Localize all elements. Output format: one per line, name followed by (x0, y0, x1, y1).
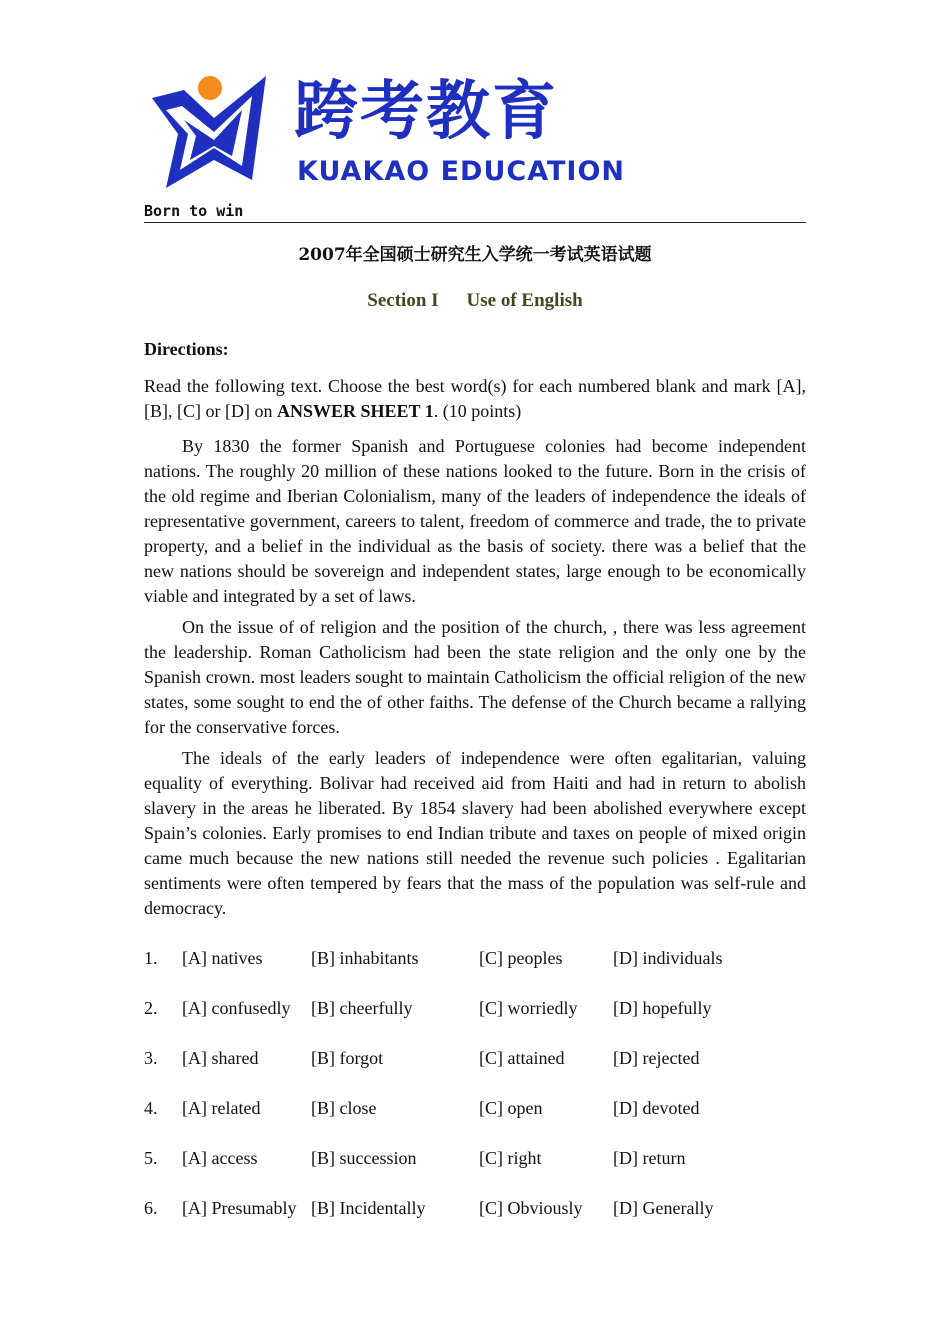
option-b: [B] Incidentally (311, 1198, 426, 1218)
option-b: [B] forgot (311, 1048, 384, 1068)
passage-paragraph: By 1830 the former Spanish and Portuguese colonies had become independent nations. The roughly 20 million of these nations looked to the future. Born in the crisis of the old regime and Iberian Colonialism, many of the leaders of independence the ideals of representative government, careers to talent, freedom of commerce and trade, the to private property, and a belief in the individual as the basis of society. there was a belief that the new nations should be sovereign and independent states, large enough to be economically viable and integrated by a set of laws. (144, 436, 806, 606)
option-b: [B] cheerfully (311, 998, 413, 1018)
option-a: [A] access (182, 1148, 258, 1168)
question-number: 5. (144, 1148, 158, 1168)
option-d: [D] Generally (613, 1198, 714, 1218)
question-row (144, 1046, 806, 1096)
section-label: Section I (367, 290, 439, 311)
question-row (144, 1146, 806, 1196)
main-content (144, 337, 806, 927)
section-heading (144, 290, 806, 312)
option-d: [D] individuals (613, 948, 723, 968)
question-number: 4. (144, 1098, 158, 1118)
question-number: 1. (144, 948, 158, 968)
option-c: [C] open (479, 1098, 543, 1118)
option-c: [C] right (479, 1148, 542, 1168)
option-b: [B] inhabitants (311, 948, 419, 968)
header-divider (144, 222, 806, 223)
question-row (144, 1096, 806, 1146)
option-c: [C] peoples (479, 948, 563, 968)
logo-english-text: KUAKAO EDUCATION (297, 156, 626, 187)
page-title: 2007年全国硕士研究生入学统一考试英语试题 (298, 245, 652, 265)
option-c: [C] worriedly (479, 998, 578, 1018)
option-b: [B] close (311, 1098, 377, 1118)
section-name: Use of English (466, 290, 583, 311)
answer-options (144, 946, 806, 1246)
directions-heading: Directions: (144, 339, 229, 359)
question-number: 3. (144, 1048, 158, 1068)
option-d: [D] return (613, 1148, 686, 1168)
option-d: [D] devoted (613, 1098, 700, 1118)
question-number: 6. (144, 1198, 158, 1218)
answer-sheet-label: ANSWER SHEET 1 (276, 401, 434, 421)
question-number: 2. (144, 998, 158, 1018)
passage-paragraph: On the issue of of religion and the position of the church, , there was less agreement the leadership. Roman Catholicism had been the state religion and the only one by the Spanish crown. most leaders sought to maintain Catholicism the official religion of the new states, some sought to end the of other faiths. The defense of the Church became a rallying for the conservative forces. (144, 617, 806, 737)
kuakao-star-icon (144, 70, 294, 200)
option-a: [A] natives (182, 948, 263, 968)
option-a: [A] related (182, 1098, 261, 1118)
logo-chinese-text: 跨考教育 (294, 75, 558, 149)
question-row (144, 1196, 806, 1246)
option-a: [A] Presumably (182, 1198, 297, 1218)
question-row (144, 946, 806, 996)
option-d: [D] rejected (613, 1048, 700, 1068)
option-b: [B] succession (311, 1148, 417, 1168)
option-a: [A] shared (182, 1048, 259, 1068)
question-row (144, 996, 806, 1046)
option-a: [A] confusedly (182, 998, 291, 1018)
passage-paragraph: The ideals of the early leaders of independence were often egalitarian, valuing equality of everything. Bolivar had received aid from Haiti and had in return to abolish slavery in the areas he liberated. By 1854 slavery had been abolished everywhere except Spain’s colonies. Early promises to end Indian tribute and taxes on people of mixed origin came much because the new nations still needed the revenue such policies . Egalitarian sentiments were often tempered by fears that the mass of the population was self-rule and democracy. (144, 748, 806, 918)
tagline: Born to win (144, 202, 244, 220)
option-c: [C] attained (479, 1048, 565, 1068)
option-c: [C] Obviously (479, 1198, 583, 1218)
document-header (144, 70, 806, 224)
directions-text: Read the following text. Choose the best word(s) for each numbered blank and mark [A], [B], [C] or [D] on ANSWER SHEET 1. (10 points) (144, 376, 806, 421)
option-d: [D] hopefully (613, 998, 712, 1018)
